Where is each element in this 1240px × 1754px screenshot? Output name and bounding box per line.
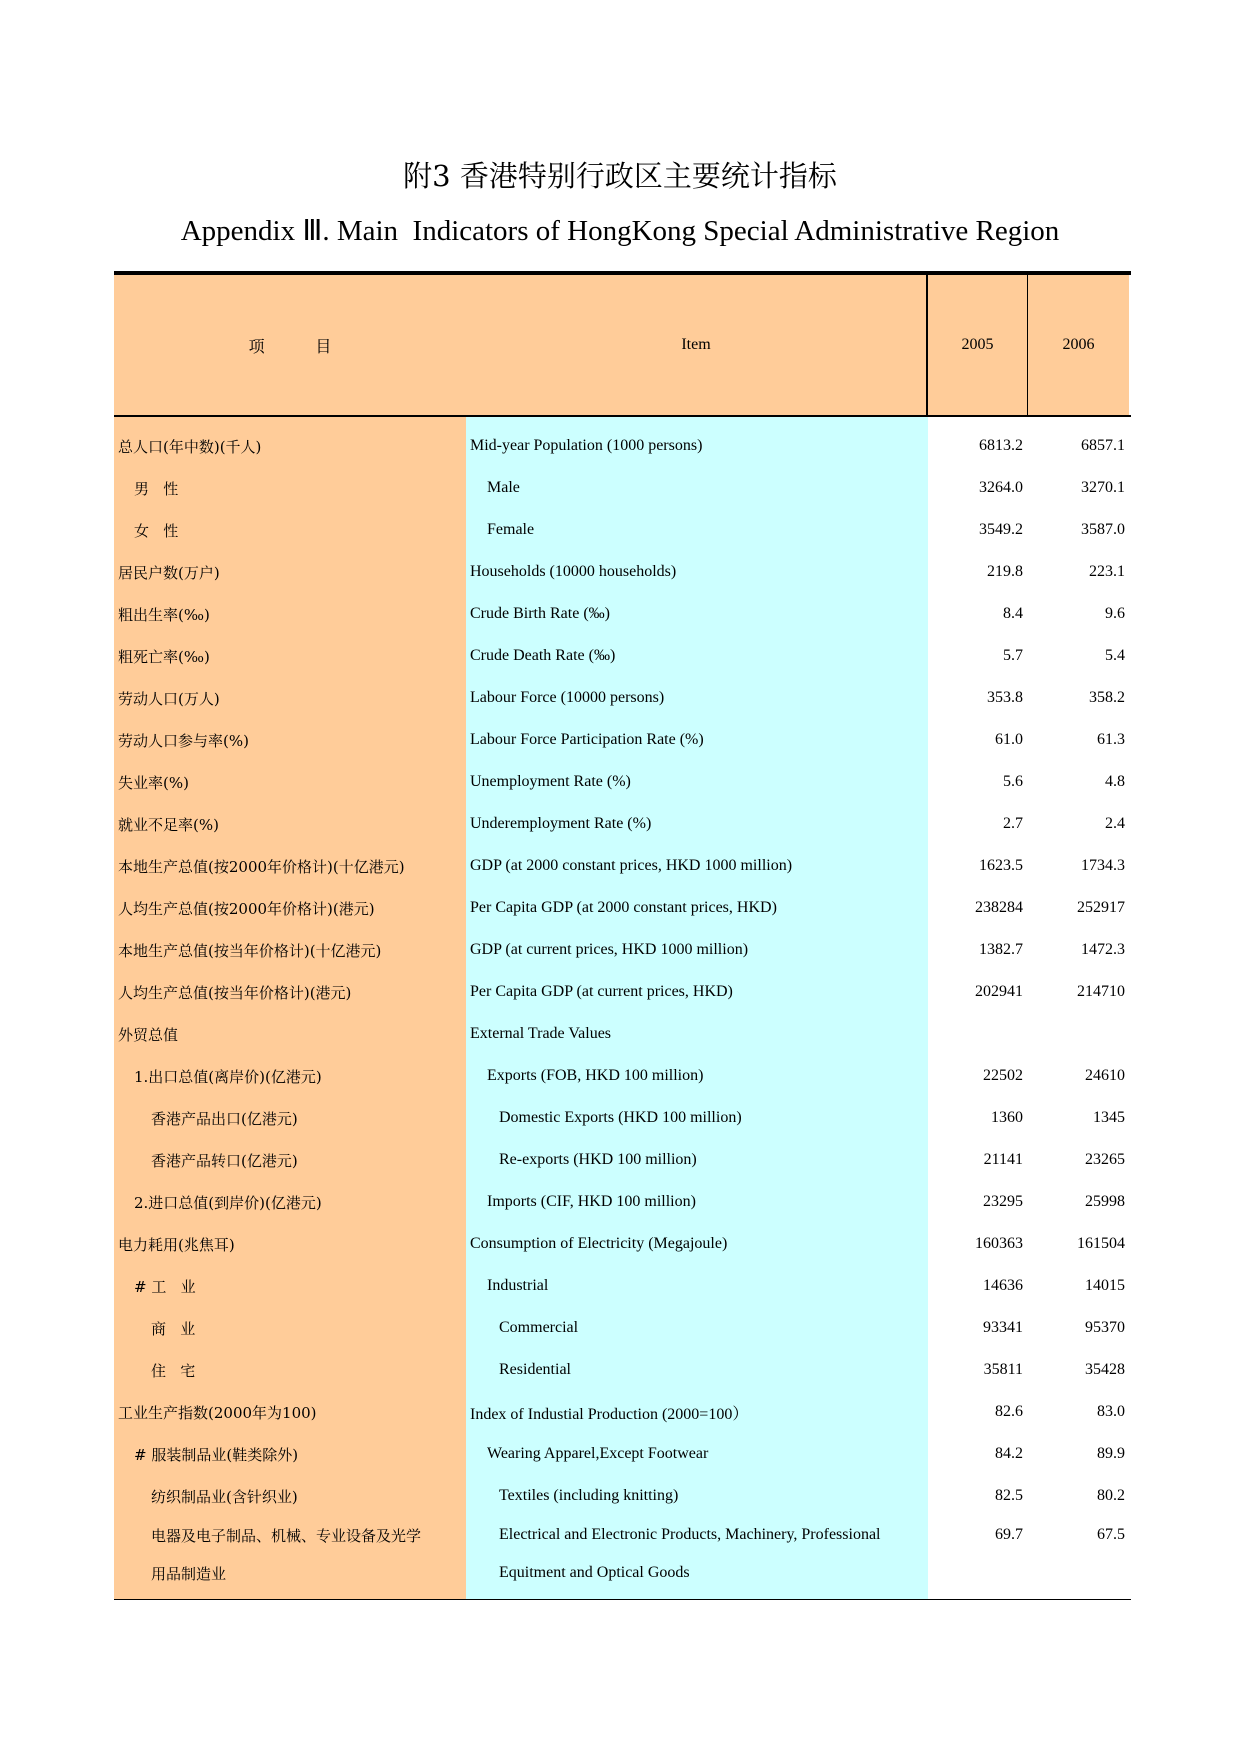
page-title-en: Appendix Ⅲ. Main Indicators of HongKong Special Administrative Region xyxy=(180,215,1060,247)
row-value-2005: 2.7 xyxy=(928,803,1027,845)
table-row xyxy=(114,1139,1131,1181)
row-value-2006: 89.9 xyxy=(1027,1433,1129,1475)
row-label-en: Underemployment Rate (%) xyxy=(466,803,928,845)
row-value-2006: 14015 xyxy=(1027,1265,1129,1307)
row-label-en: Crude Birth Rate (‰) xyxy=(466,593,928,635)
row-label-cn: 电器及电子制品、机械、专业设备及光学 xyxy=(114,1517,466,1553)
row-label-cn: # 工 业 xyxy=(114,1265,466,1307)
row-value-2006: 4.8 xyxy=(1027,761,1129,803)
table-body xyxy=(114,417,1131,1599)
header-year-2006: 2006 xyxy=(1028,275,1129,415)
row-value-2006: 252917 xyxy=(1027,887,1129,929)
row-value-2005: 23295 xyxy=(928,1181,1027,1223)
row-label-cn: 粗死亡率(‰) xyxy=(114,635,466,677)
table-row xyxy=(114,929,1131,971)
row-value-2005 xyxy=(928,1013,1027,1055)
header-item-en: Item xyxy=(466,275,928,415)
row-value-2005: 69.7 xyxy=(928,1517,1027,1553)
row-label-en: Re-exports (HKD 100 million) xyxy=(466,1139,928,1181)
row-value-2005: 8.4 xyxy=(928,593,1027,635)
table-row xyxy=(114,719,1131,761)
table-body-bottom-padding xyxy=(114,1593,1131,1599)
row-label-en: Male xyxy=(466,467,928,509)
row-value-2006: 80.2 xyxy=(1027,1475,1129,1517)
table-row xyxy=(114,1391,1131,1433)
row-value-2005: 14636 xyxy=(928,1265,1027,1307)
row-value-2006 xyxy=(1027,1013,1129,1055)
table-row xyxy=(114,593,1131,635)
table-body-top-padding xyxy=(114,417,1131,425)
row-label-en: Labour Force Participation Rate (%) xyxy=(466,719,928,761)
row-label-en: Equitment and Optical Goods xyxy=(466,1553,928,1593)
row-value-2006: 1472.3 xyxy=(1027,929,1129,971)
table-row xyxy=(114,803,1131,845)
row-value-2005: 3264.0 xyxy=(928,467,1027,509)
row-label-en: Imports (CIF, HKD 100 million) xyxy=(466,1181,928,1223)
row-value-2006: 35428 xyxy=(1027,1349,1129,1391)
row-value-2005: 219.8 xyxy=(928,551,1027,593)
table-row xyxy=(114,887,1131,929)
table-header xyxy=(114,275,1131,417)
row-value-2006: 3587.0 xyxy=(1027,509,1129,551)
row-value-2005: 61.0 xyxy=(928,719,1027,761)
row-label-en: Female xyxy=(466,509,928,551)
row-label-cn: 本地生产总值(按2000年价格计)(十亿港元) xyxy=(114,845,466,887)
row-value-2005: 82.6 xyxy=(928,1391,1027,1433)
row-label-cn: 商 业 xyxy=(114,1307,466,1349)
row-label-en: Consumption of Electricity (Megajoule) xyxy=(466,1223,928,1265)
table-row xyxy=(114,1475,1131,1517)
table-row xyxy=(114,1349,1131,1391)
row-label-cn: 纺织制品业(含针织业) xyxy=(114,1475,466,1517)
row-label-en: GDP (at current prices, HKD 1000 million) xyxy=(466,929,928,971)
row-label-cn: 外贸总值 xyxy=(114,1013,466,1055)
row-label-cn: # 服装制品业(鞋类除外) xyxy=(114,1433,466,1475)
row-value-2005: 202941 xyxy=(928,971,1027,1013)
row-label-cn: 总人口(年中数)(千人) xyxy=(114,425,466,467)
row-label-cn: 香港产品转口(亿港元) xyxy=(114,1139,466,1181)
row-value-2006: 67.5 xyxy=(1027,1517,1129,1553)
row-label-en: Per Capita GDP (at current prices, HKD) xyxy=(466,971,928,1013)
header-item-cn: 项 目 xyxy=(114,275,466,415)
row-value-2005: 1623.5 xyxy=(928,845,1027,887)
row-value-2005: 5.7 xyxy=(928,635,1027,677)
row-label-en: Per Capita GDP (at 2000 constant prices, HKD) xyxy=(466,887,928,929)
table-row xyxy=(114,845,1131,887)
table-row xyxy=(114,677,1131,719)
row-value-2005: 22502 xyxy=(928,1055,1027,1097)
row-label-cn: 居民户数(万户) xyxy=(114,551,466,593)
row-label-cn: 人均生产总值(按2000年价格计)(港元) xyxy=(114,887,466,929)
row-value-2005: 160363 xyxy=(928,1223,1027,1265)
row-value-2005 xyxy=(928,1553,1027,1593)
indicators-table xyxy=(114,271,1131,1600)
row-value-2005: 84.2 xyxy=(928,1433,1027,1475)
page-title-cn: 附3 香港特别行政区主要统计指标 xyxy=(403,159,837,193)
table-row xyxy=(114,971,1131,1013)
table-row xyxy=(114,1553,1131,1593)
row-label-cn: 1.出口总值(离岸价)(亿港元) xyxy=(114,1055,466,1097)
row-label-en: External Trade Values xyxy=(466,1013,928,1055)
table-row xyxy=(114,1517,1131,1553)
row-value-2006: 5.4 xyxy=(1027,635,1129,677)
row-label-en: Crude Death Rate (‰) xyxy=(466,635,928,677)
table-row xyxy=(114,635,1131,677)
row-label-en: Households (10000 households) xyxy=(466,551,928,593)
row-label-en: Domestic Exports (HKD 100 million) xyxy=(466,1097,928,1139)
row-value-2006: 2.4 xyxy=(1027,803,1129,845)
table-row xyxy=(114,761,1131,803)
table-row xyxy=(114,1181,1131,1223)
row-value-2005: 35811 xyxy=(928,1349,1027,1391)
row-value-2005: 1360 xyxy=(928,1097,1027,1139)
row-label-cn: 劳动人口(万人) xyxy=(114,677,466,719)
row-label-cn: 工业生产指数(2000年为100) xyxy=(114,1391,466,1433)
row-value-2005: 93341 xyxy=(928,1307,1027,1349)
row-value-2006: 95370 xyxy=(1027,1307,1129,1349)
table-row xyxy=(114,467,1131,509)
row-value-2006: 23265 xyxy=(1027,1139,1129,1181)
row-value-2006 xyxy=(1027,1553,1129,1593)
row-value-2006: 161504 xyxy=(1027,1223,1129,1265)
table-row xyxy=(114,509,1131,551)
row-value-2005: 3549.2 xyxy=(928,509,1027,551)
row-label-en: Commercial xyxy=(466,1307,928,1349)
table-row xyxy=(114,551,1131,593)
row-label-en: Mid-year Population (1000 persons) xyxy=(466,425,928,467)
row-label-cn: 失业率(%) xyxy=(114,761,466,803)
row-value-2006: 1734.3 xyxy=(1027,845,1129,887)
row-label-cn: 男 性 xyxy=(114,467,466,509)
row-value-2006: 358.2 xyxy=(1027,677,1129,719)
table-row xyxy=(114,1013,1131,1055)
row-label-cn: 粗出生率(‰) xyxy=(114,593,466,635)
table-row xyxy=(114,1097,1131,1139)
row-value-2005: 6813.2 xyxy=(928,425,1027,467)
table-row xyxy=(114,425,1131,467)
row-label-cn: 住 宅 xyxy=(114,1349,466,1391)
row-label-cn: 本地生产总值(按当年价格计)(十亿港元) xyxy=(114,929,466,971)
row-value-2006: 6857.1 xyxy=(1027,425,1129,467)
row-label-cn: 就业不足率(%) xyxy=(114,803,466,845)
table-row xyxy=(114,1055,1131,1097)
row-label-en: Unemployment Rate (%) xyxy=(466,761,928,803)
row-label-en: Electrical and Electronic Products, Machinery, Professional xyxy=(466,1517,928,1553)
row-value-2006: 61.3 xyxy=(1027,719,1129,761)
row-value-2006: 83.0 xyxy=(1027,1391,1129,1433)
row-label-en: Wearing Apparel,Except Footwear xyxy=(466,1433,928,1475)
row-label-cn: 劳动人口参与率(%) xyxy=(114,719,466,761)
row-label-cn: 电力耗用(兆焦耳) xyxy=(114,1223,466,1265)
row-label-cn: 人均生产总值(按当年价格计)(港元) xyxy=(114,971,466,1013)
row-value-2006: 3270.1 xyxy=(1027,467,1129,509)
table-row xyxy=(114,1265,1131,1307)
row-value-2005: 238284 xyxy=(928,887,1027,929)
row-value-2005: 353.8 xyxy=(928,677,1027,719)
row-value-2005: 1382.7 xyxy=(928,929,1027,971)
row-label-en: Industrial xyxy=(466,1265,928,1307)
row-label-en: GDP (at 2000 constant prices, HKD 1000 million) xyxy=(466,845,928,887)
table-row xyxy=(114,1223,1131,1265)
table-bottom-rule xyxy=(114,1599,1131,1600)
row-label-en: Labour Force (10000 persons) xyxy=(466,677,928,719)
row-value-2006: 214710 xyxy=(1027,971,1129,1013)
row-value-2005: 5.6 xyxy=(928,761,1027,803)
row-value-2006: 1345 xyxy=(1027,1097,1129,1139)
row-label-en: Textiles (including knitting) xyxy=(466,1475,928,1517)
row-value-2006: 25998 xyxy=(1027,1181,1129,1223)
row-label-cn: 用品制造业 xyxy=(114,1553,466,1593)
row-value-2005: 82.5 xyxy=(928,1475,1027,1517)
table-row xyxy=(114,1433,1131,1475)
row-label-en: Exports (FOB, HKD 100 million) xyxy=(466,1055,928,1097)
row-label-cn: 香港产品出口(亿港元) xyxy=(114,1097,466,1139)
row-label-en: Index of Industial Production (2000=100） xyxy=(466,1391,928,1433)
table-row xyxy=(114,1307,1131,1349)
row-value-2006: 223.1 xyxy=(1027,551,1129,593)
row-label-cn: 女 性 xyxy=(114,509,466,551)
row-value-2006: 9.6 xyxy=(1027,593,1129,635)
row-value-2005: 21141 xyxy=(928,1139,1027,1181)
row-value-2006: 24610 xyxy=(1027,1055,1129,1097)
row-label-en: Residential xyxy=(466,1349,928,1391)
header-year-2005: 2005 xyxy=(928,275,1028,415)
row-label-cn: 2.进口总值(到岸价)(亿港元) xyxy=(114,1181,466,1223)
